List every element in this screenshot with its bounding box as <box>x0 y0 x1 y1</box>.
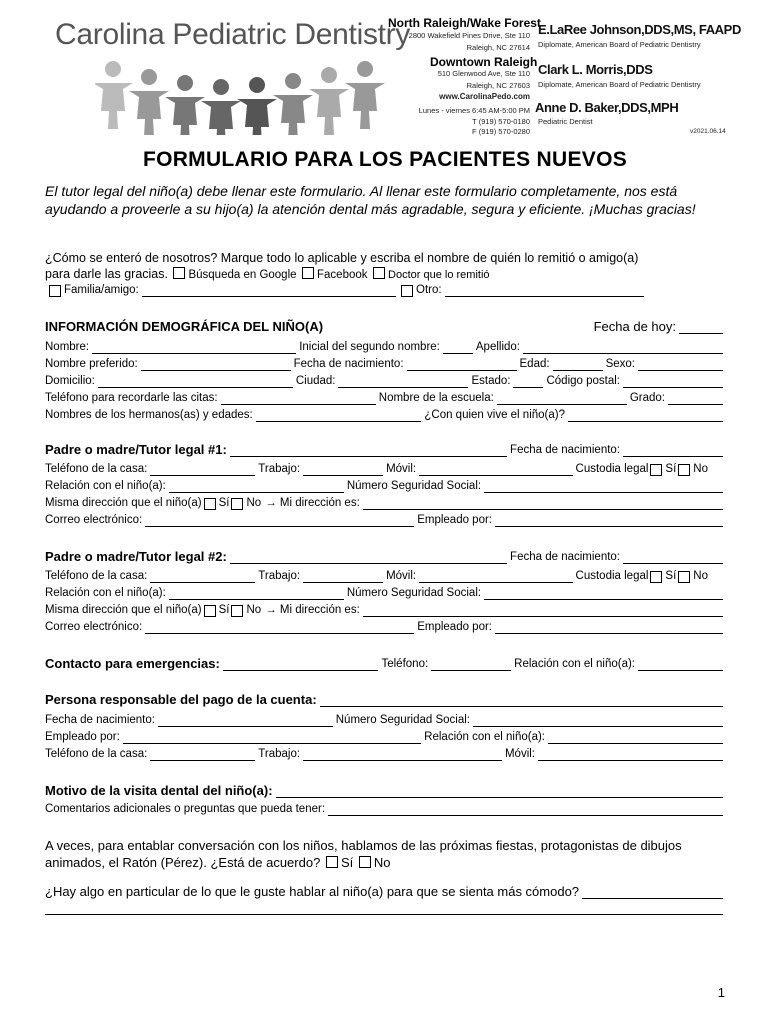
child-dob-label: Fecha de nacimiento: <box>293 358 404 370</box>
paper-chain-children-logo <box>95 55 385 135</box>
child-zip-label: Código postal: <box>546 375 620 387</box>
lives-with-input[interactable] <box>568 410 723 422</box>
parent2-email-label: Correo electrónico: <box>45 621 143 633</box>
parent2-address-input[interactable] <box>363 605 723 617</box>
siblings-input[interactable] <box>256 410 422 422</box>
location-downtown-line2: Raleigh, NC 27603 <box>466 81 530 90</box>
doctor-3-title: Pediatric Dentist <box>538 117 593 126</box>
parent1-employer-label: Empleado por: <box>417 514 492 526</box>
parent2-my-address-label: → Mi dirección es: <box>265 604 360 616</box>
payer-relation-label: Relación con el niño(a): <box>424 731 545 743</box>
parent2-relation-input[interactable] <box>169 588 344 600</box>
parent1-mobile-label: Móvil: <box>386 463 417 475</box>
child-age-input[interactable] <box>553 359 603 371</box>
family-checkbox[interactable] <box>49 285 61 297</box>
lives-with-label: ¿Con quien vive el niño(a)? <box>424 409 565 421</box>
parent1-relation-label: Relación con el niño(a): <box>45 480 166 492</box>
other-input[interactable] <box>445 285 644 297</box>
parent2-same-no-checkbox[interactable] <box>231 605 243 617</box>
payer-work-input[interactable] <box>303 749 502 761</box>
parent2-custody-yes-checkbox[interactable] <box>650 571 662 583</box>
facebook-checkbox[interactable] <box>302 267 314 279</box>
referral-question <box>45 250 735 283</box>
child-age-label: Edad: <box>519 358 550 370</box>
family-input[interactable] <box>142 285 396 297</box>
paper-child-figure <box>237 77 277 135</box>
comments-row <box>45 802 726 816</box>
holidays-yes-label: Sí <box>340 855 354 870</box>
parent2-employer-label: Empleado por: <box>417 621 492 633</box>
child-preferred-label: Nombre preferido: <box>45 358 138 370</box>
parent2-name-input[interactable] <box>230 552 507 564</box>
child-middle-label: Inicial del segundo nombre: <box>299 341 440 353</box>
payer-name-input[interactable] <box>320 695 723 707</box>
child-heading-row <box>45 320 726 334</box>
doctor-1-title: Diplomate, American Board of Pediatric Dentistry <box>538 40 701 49</box>
payer-mobile-input[interactable] <box>538 749 723 761</box>
paper-child-figure <box>165 75 205 135</box>
child-address-label: Domicilio: <box>45 375 95 387</box>
location-downtown-name: Downtown Raleigh <box>430 55 538 69</box>
emergency-phone-input[interactable] <box>431 659 511 671</box>
paper-child-figure <box>95 61 133 129</box>
parent2-work-input[interactable] <box>303 571 383 583</box>
visit-reason-input[interactable] <box>276 786 723 798</box>
holidays-no-label: No <box>373 855 391 870</box>
holidays-yes-checkbox[interactable] <box>326 856 338 868</box>
child-row-1 <box>45 340 726 354</box>
paper-child-figure <box>273 73 313 135</box>
parent1-custody-no-checkbox[interactable] <box>678 464 690 476</box>
parent2-same-yes-checkbox[interactable] <box>204 605 216 617</box>
parent2-custody-no-label: No <box>693 570 708 582</box>
doctor-2-name: Clark L. Morris,DDS <box>538 62 653 77</box>
payer-heading-row: Persona responsable del pago de la cuenta : <box>45 693 726 707</box>
doctor-3-name: Anne D. Baker,DDS,MPH <box>535 100 679 115</box>
payer-row-2 <box>45 730 726 744</box>
location-north-line1: 2800 Wakefield Pines Drive, Ste 110 <box>408 31 530 40</box>
parent2-row-4 <box>45 620 726 634</box>
payer-dob-input[interactable] <box>158 715 333 727</box>
parent2-employer-input[interactable] <box>495 622 723 634</box>
parent2-row-3 <box>45 603 726 617</box>
payer-home-phone-label: Teléfono de la casa: <box>45 748 148 760</box>
emergency-heading: Contacto para emergencias: <box>45 656 220 671</box>
parent1-custody-yes-checkbox[interactable] <box>650 464 662 476</box>
comfort-row-2 <box>45 903 726 915</box>
parent1-same-yes-label: Sí <box>218 497 230 509</box>
parent1-dob-label: Fecha de nacimiento: <box>510 444 620 456</box>
payer-ssn-input[interactable] <box>473 715 723 727</box>
today-date-input[interactable] <box>679 322 723 334</box>
parent1-heading-row <box>45 443 726 457</box>
comfort-row <box>45 885 726 899</box>
parent1-address-input[interactable] <box>363 498 723 510</box>
paper-child-figure <box>201 79 241 135</box>
comfort-input[interactable] <box>582 887 723 899</box>
comments-label: Comentarios adicionales o preguntas que pueda tener: <box>45 803 326 815</box>
website[interactable]: www.CarolinaPedo.com <box>439 92 530 101</box>
parent2-custody-no-checkbox[interactable] <box>678 571 690 583</box>
parent1-home-phone-label: Teléfono de la casa: <box>45 463 148 475</box>
payer-employer-label: Empleado por: <box>45 731 120 743</box>
holidays-text: A veces, para entablar conversación con los niños, hablamos de las próximas fiestas, protagonistas de dibujos animados, el Ratón (Pérez). ¿Está de acuerdo? <box>45 838 682 870</box>
parent2-dob-label: Fecha de nacimiento: <box>510 551 620 563</box>
doctor-referral-label: Doctor que lo remitió <box>388 269 490 281</box>
parent1-row-3 <box>45 496 726 510</box>
payer-work-label: Trabajo: <box>258 748 301 760</box>
parent2-same-no-label: No <box>246 604 262 616</box>
parent2-work-label: Trabajo: <box>258 570 301 582</box>
siblings-label: Nombres de los hermanos(as) y edades: <box>45 409 253 421</box>
parent2-heading: Padre o madre/Tutor legal #2: <box>45 549 227 564</box>
parent1-same-yes-checkbox[interactable] <box>204 498 216 510</box>
parent1-email-label: Correo electrónico: <box>45 514 143 526</box>
comfort-question: ¿Hay algo en particular de lo que le guste hablar al niño(a) para que se sienta más cómodo? <box>45 884 580 899</box>
child-state-input[interactable] <box>513 376 543 388</box>
parent2-custody-label: Custodia legal <box>575 570 649 582</box>
child-state-label: Estado: <box>471 375 511 387</box>
office-phone: T (919) 570-0180 <box>472 117 530 126</box>
parent1-employer-input[interactable] <box>495 515 723 527</box>
child-middle-input[interactable] <box>443 342 473 354</box>
child-preferred-input[interactable] <box>141 359 291 371</box>
parent1-work-input[interactable] <box>303 464 383 476</box>
grade-label: Grado: <box>629 392 665 404</box>
school-label: Nombre de la escuela: <box>378 392 494 404</box>
emergency-relation-label: Relación con el niño(a): <box>514 658 635 670</box>
child-section-heading: INFORMACIÓN DEMOGRÁFICA DEL NIÑO(A) <box>45 319 324 334</box>
paper-child-figure <box>309 67 349 135</box>
emergency-phone-label: Teléfono: <box>381 658 429 670</box>
parent1-relation-input[interactable] <box>169 481 344 493</box>
child-name-input[interactable] <box>92 342 296 354</box>
payer-dob-label: Fecha de nacimiento: <box>45 714 155 726</box>
parent1-same-no-checkbox[interactable] <box>231 498 243 510</box>
parent1-row-1 <box>45 462 726 476</box>
child-city-label: Ciudad: <box>295 375 336 387</box>
doctor-2-title: Diplomate, American Board of Pediatric Dentistry <box>538 80 701 89</box>
payer-row-3 <box>45 747 726 761</box>
child-last-label: Apellido: <box>475 341 520 353</box>
page-number: 1 <box>717 985 725 1000</box>
parent1-email-input[interactable] <box>145 515 414 527</box>
paper-child-figure <box>129 69 169 135</box>
parent2-relation-label: Relación con el niño(a): <box>45 587 166 599</box>
parent2-custody-yes-label: Sí <box>665 570 677 582</box>
paper-child-figure <box>345 61 385 129</box>
parent2-home-phone-label: Teléfono de la casa: <box>45 570 148 582</box>
payer-mobile-label: Móvil: <box>504 748 535 760</box>
payer-home-phone-input[interactable] <box>150 749 255 761</box>
visit-row: Motivo de la visita dental del niño(a) : <box>45 784 726 798</box>
child-last-input[interactable] <box>523 342 723 354</box>
parent1-same-address-label: Misma dirección que el niño(a) <box>45 497 202 509</box>
parent1-row-2 <box>45 479 726 493</box>
payer-heading: Persona responsable del pago de la cuenta <box>45 692 313 707</box>
office-fax: F (919) 570-0280 <box>472 127 530 136</box>
emergency-relation-input[interactable] <box>638 659 723 671</box>
parent1-row-4 <box>45 513 726 527</box>
parent1-home-phone-input[interactable] <box>150 464 255 476</box>
intro-text: El tutor legal del niño(a) debe llenar este formulario. Al llenar este formulario completamente, nos está ayudando a proveerle a su hijo(a) la atención dental más agradable, segura y eficiente. ¡Muchas gracias! <box>45 183 696 217</box>
child-dob-input[interactable] <box>407 359 517 371</box>
child-row-3 <box>45 374 726 388</box>
parent2-row-1 <box>45 569 726 583</box>
parent1-heading: Padre o madre/Tutor legal #1: <box>45 442 227 457</box>
parent1-work-label: Trabajo: <box>258 463 301 475</box>
parent2-dob-input[interactable] <box>623 552 723 564</box>
referral-question-text: ¿Cómo se enteró de nosotros? Marque todo lo aplicable y escriba el nombre de quién lo remitió o amigo(a) <box>45 251 639 265</box>
child-city-input[interactable] <box>338 376 468 388</box>
child-sex-input[interactable] <box>638 359 723 371</box>
parent1-mobile-input[interactable] <box>419 464 572 476</box>
emergency-name-input[interactable] <box>223 659 379 671</box>
parent2-ssn-input[interactable] <box>484 588 723 600</box>
parent1-custody-yes-label: Sí <box>665 463 677 475</box>
comfort-input-line-2[interactable] <box>45 903 723 915</box>
parent2-email-input[interactable] <box>145 622 414 634</box>
holidays-paragraph <box>45 837 735 871</box>
child-address-input[interactable] <box>98 376 293 388</box>
child-row-4 <box>45 391 726 405</box>
location-north-name: North Raleigh/Wake Forest <box>388 16 541 30</box>
parent2-same-yes-label: Sí <box>218 604 230 616</box>
child-row-5 <box>45 408 726 422</box>
location-downtown-line1: 510 Glenwood Ave, Ste 110 <box>437 69 530 78</box>
form-version: v2021.06.14 <box>690 128 726 135</box>
grade-input[interactable] <box>668 393 723 405</box>
doctor-referral-checkbox[interactable] <box>373 267 385 279</box>
payer-row-1 <box>45 713 726 727</box>
payer-relation-input[interactable] <box>548 732 723 744</box>
referral-lead: para darle las gracias. <box>45 267 168 281</box>
parent1-custody-label: Custodia legal <box>575 463 649 475</box>
parent2-home-phone-input[interactable] <box>150 571 255 583</box>
location-north-line2: Raleigh, NC 27614 <box>466 43 530 52</box>
payer-ssn-label: Número Seguridad Social: <box>335 714 470 726</box>
parent2-row-2 <box>45 586 726 600</box>
parent2-ssn-label: Número Seguridad Social: <box>346 587 482 599</box>
parent2-mobile-label: Móvil: <box>386 570 417 582</box>
form-title: FORMULARIO PARA LOS PACIENTES NUEVOS <box>142 148 628 171</box>
parent2-same-address-label: Misma dirección que el niño(a) <box>45 604 202 616</box>
comments-input[interactable] <box>328 804 723 816</box>
visit-heading: Motivo de la visita dental del niño(a) <box>45 783 269 798</box>
google-checkbox[interactable] <box>173 267 185 279</box>
parent1-custody-no-label: No <box>693 463 708 475</box>
today-date-label: Fecha de hoy: <box>593 319 676 334</box>
school-input[interactable] <box>497 393 627 405</box>
google-label: Búsqueda en Google <box>188 269 297 281</box>
parent2-heading-row <box>45 550 726 564</box>
parent1-ssn-input[interactable] <box>484 481 723 493</box>
child-zip-input[interactable] <box>623 376 723 388</box>
family-label: Familia/amigo: <box>63 284 139 296</box>
parent1-name-input[interactable] <box>230 445 507 457</box>
parent1-dob-input[interactable] <box>623 445 723 457</box>
child-name-label: Nombre: <box>45 341 90 353</box>
child-row-2 <box>45 357 726 371</box>
doctor-1-name: E.LaRee Johnson,DDS,MS, FAAPD <box>538 22 741 37</box>
child-sex-label: Sexo: <box>605 358 635 370</box>
practice-name: Carolina Pediatric Dentistry <box>55 18 411 51</box>
parent2-mobile-input[interactable] <box>419 571 572 583</box>
referral-row-2 <box>47 283 647 297</box>
emergency-row <box>45 657 726 671</box>
payer-employer-input[interactable] <box>123 732 421 744</box>
parent1-same-no-label: No <box>246 497 262 509</box>
holidays-no-checkbox[interactable] <box>359 856 371 868</box>
other-label: Otro: <box>416 284 442 296</box>
other-checkbox[interactable] <box>401 285 413 297</box>
facebook-label: Facebook <box>317 269 368 281</box>
reminder-phone-input[interactable] <box>221 393 376 405</box>
office-hours: Lunes - viernes 6:45 AM-5:00 PM <box>418 106 530 115</box>
parent1-my-address-label: → Mi dirección es: <box>265 497 360 509</box>
reminder-phone-label: Teléfono para recordarle las citas: <box>45 392 218 404</box>
parent1-ssn-label: Número Seguridad Social: <box>346 480 482 492</box>
